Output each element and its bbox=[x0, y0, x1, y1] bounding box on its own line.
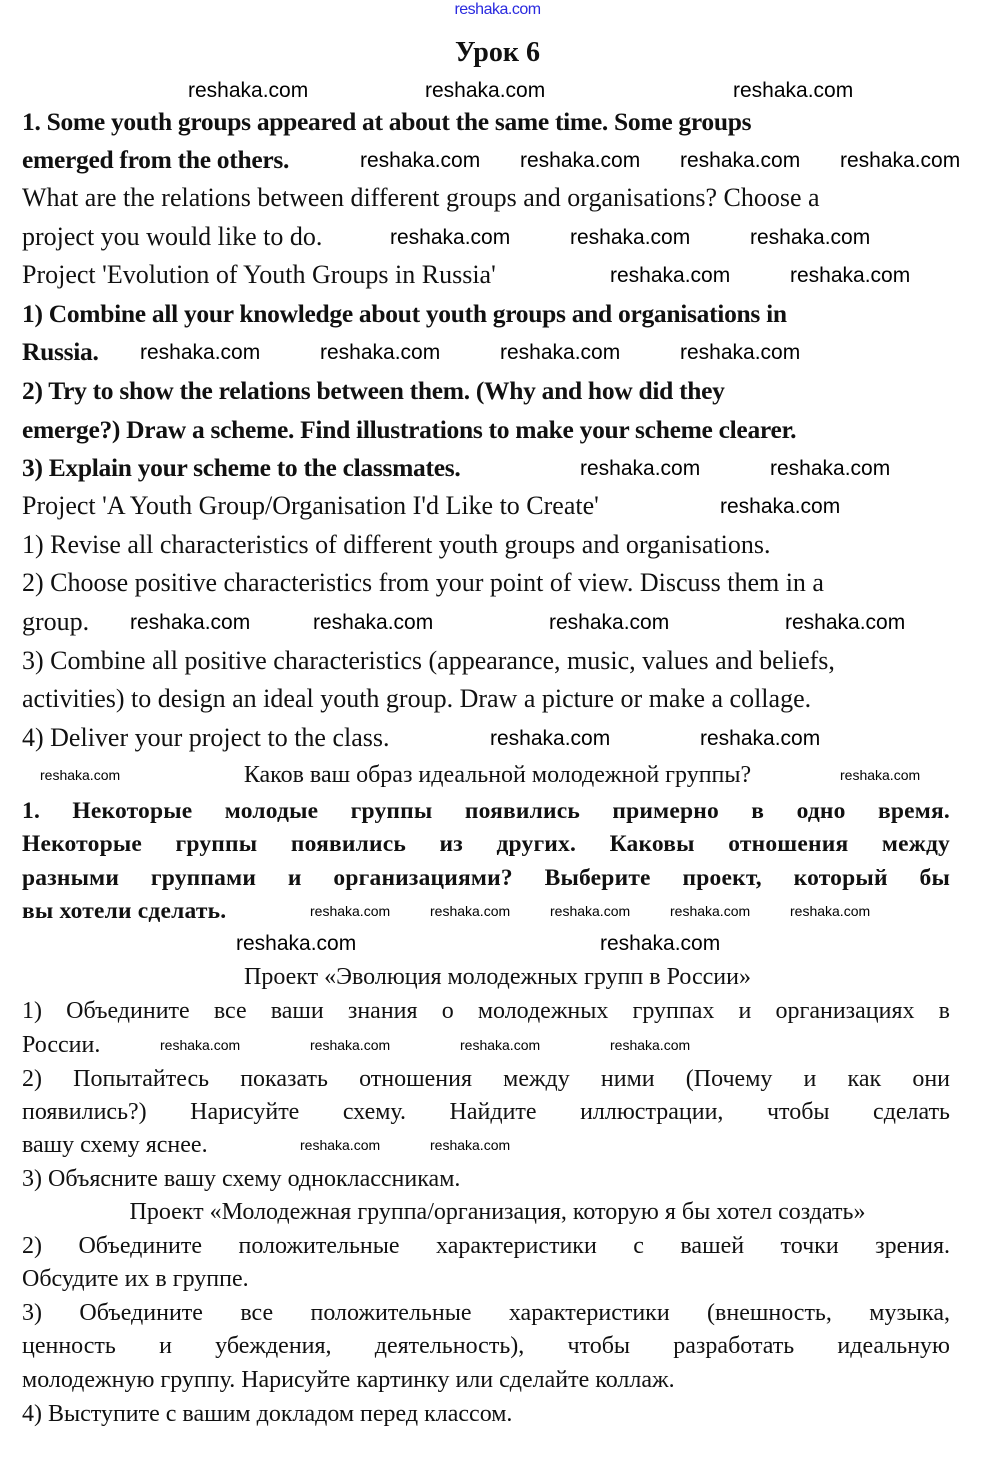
watermark: reshaka.com bbox=[130, 611, 251, 634]
watermark: reshaka.com bbox=[140, 341, 261, 364]
watermark: reshaka.com bbox=[236, 932, 357, 955]
watermark: reshaka.com bbox=[680, 149, 801, 172]
watermark: reshaka.com bbox=[785, 611, 906, 634]
project2-title: Project 'A Youth Group/Organisation I'd Like to Create' bbox=[22, 491, 599, 520]
watermark: reshaka.com bbox=[750, 226, 871, 249]
ru-project1-step: появились?) Нарисуйте схему. Найдите иллюстрации, чтобы сделать bbox=[22, 1099, 950, 1125]
ru-project1-step: 1) Объедините все ваши знания о молодежных группах и организациях в bbox=[22, 998, 950, 1024]
ru-task-heading-line: вы хотели сделать. bbox=[22, 898, 227, 924]
watermark: reshaka.com bbox=[720, 495, 841, 518]
task-heading-line: emerged from the others. bbox=[22, 145, 290, 174]
watermark: reshaka.com bbox=[840, 767, 921, 783]
watermark: reshaka.com bbox=[570, 226, 691, 249]
ru-project1-step: вашу схему яснее. bbox=[22, 1132, 208, 1158]
ru-project2-title: Проект «Молодежная группа/организация, которую я бы хотел создать» bbox=[129, 1199, 866, 1225]
watermark: reshaka.com bbox=[310, 1037, 391, 1053]
watermark: reshaka.com bbox=[490, 727, 611, 750]
watermark: reshaka.com bbox=[670, 903, 751, 919]
watermark: reshaka.com bbox=[790, 264, 911, 287]
project2-step: 4) Deliver your project to the class. bbox=[22, 723, 390, 752]
watermark: reshaka.com bbox=[520, 149, 641, 172]
watermark: reshaka.com bbox=[580, 457, 701, 480]
project2-step: activities) to design an ideal youth group. Draw a picture or make a collage. bbox=[22, 684, 812, 713]
project1-step: 1) Combine all your knowledge about youth groups and organisations in bbox=[22, 299, 787, 328]
header-watermark: reshaka.com bbox=[454, 1, 541, 18]
watermark: reshaka.com bbox=[700, 727, 821, 750]
watermark: reshaka.com bbox=[310, 903, 391, 919]
watermark: reshaka.com bbox=[610, 1037, 691, 1053]
ru-project1-step: 2) Попытайтесь показать отношения между ними (Почему и как они bbox=[22, 1066, 950, 1092]
lesson-title: Урок 6 bbox=[455, 37, 540, 68]
watermark: reshaka.com bbox=[360, 149, 481, 172]
project1-title: Project 'Evolution of Youth Groups in Russia' bbox=[22, 260, 496, 289]
watermark: reshaka.com bbox=[160, 1037, 241, 1053]
watermark: reshaka.com bbox=[390, 226, 511, 249]
watermark: reshaka.com bbox=[770, 457, 891, 480]
watermark: reshaka.com bbox=[790, 903, 871, 919]
ru-project2-step: 2) Объедините положительные характеристики с вашей точки зрения. bbox=[22, 1233, 950, 1259]
ru-task-heading-line: 1. Некоторые молодые группы появились примерно в одно время. bbox=[22, 798, 950, 824]
russian-subtitle: Каков ваш образ идеальной молодежной группы? bbox=[243, 762, 752, 788]
question-line: What are the relations between different groups and organisations? Choose a bbox=[22, 183, 820, 212]
ru-project1-title: Проект «Эволюция молодежных групп в России» bbox=[244, 964, 751, 990]
ru-project1-step: 3) Объясните вашу схему одноклассникам. bbox=[22, 1166, 461, 1192]
watermark: reshaka.com bbox=[460, 1037, 541, 1053]
watermark: reshaka.com bbox=[425, 79, 546, 102]
watermark: reshaka.com bbox=[430, 903, 511, 919]
ru-project2-step: Обсудите их в группе. bbox=[22, 1266, 249, 1292]
project1-step: emerge?) Draw a scheme. Find illustrations to make your scheme clearer. bbox=[22, 415, 797, 444]
watermark: reshaka.com bbox=[430, 1137, 511, 1153]
watermark: reshaka.com bbox=[610, 264, 731, 287]
project2-step: group. bbox=[22, 607, 90, 636]
project1-step: 3) Explain your scheme to the classmates. bbox=[22, 453, 461, 482]
project1-step: Russia. bbox=[22, 337, 99, 366]
ru-task-heading-line: разными группами и организациями? Выберите проект, который бы bbox=[22, 865, 950, 891]
ru-project2-step: ценность и убеждения, деятельность), чтобы разработать идеальную bbox=[22, 1333, 950, 1359]
ru-task-heading-line: Некоторые группы появились из других. Каковы отношения между bbox=[22, 831, 950, 857]
watermark: reshaka.com bbox=[550, 903, 631, 919]
project2-step: 1) Revise all characteristics of different youth groups and organisations. bbox=[22, 530, 771, 559]
task-heading-line: 1. Some youth groups appeared at about the same time. Some groups bbox=[22, 107, 752, 136]
ru-project1-step: России. bbox=[22, 1032, 101, 1058]
ru-project2-step: молодежную группу. Нарисуйте картинку или сделайте коллаж. bbox=[22, 1367, 675, 1393]
watermark: reshaka.com bbox=[300, 1137, 381, 1153]
ru-project2-step: 3) Объедините все положительные характеристики (внешность, музыка, bbox=[22, 1300, 950, 1326]
watermark: reshaka.com bbox=[840, 149, 961, 172]
watermark: reshaka.com bbox=[500, 341, 621, 364]
watermark: reshaka.com bbox=[733, 79, 854, 102]
watermark: reshaka.com bbox=[680, 341, 801, 364]
project2-step: 3) Combine all positive characteristics (appearance, music, values and beliefs, bbox=[22, 646, 835, 675]
watermark: reshaka.com bbox=[549, 611, 670, 634]
question-line: project you would like to do. bbox=[22, 222, 323, 251]
watermark: reshaka.com bbox=[188, 79, 309, 102]
ru-project2-step: 4) Выступите с вашим докладом перед классом. bbox=[22, 1401, 513, 1427]
project2-step: 2) Choose positive characteristics from your point of view. Discuss them in a bbox=[22, 568, 824, 597]
watermark: reshaka.com bbox=[40, 767, 121, 783]
watermark: reshaka.com bbox=[313, 611, 434, 634]
watermark: reshaka.com bbox=[600, 932, 721, 955]
watermark: reshaka.com bbox=[320, 341, 441, 364]
project1-step: 2) Try to show the relations between them. (Why and how did they bbox=[22, 376, 725, 405]
